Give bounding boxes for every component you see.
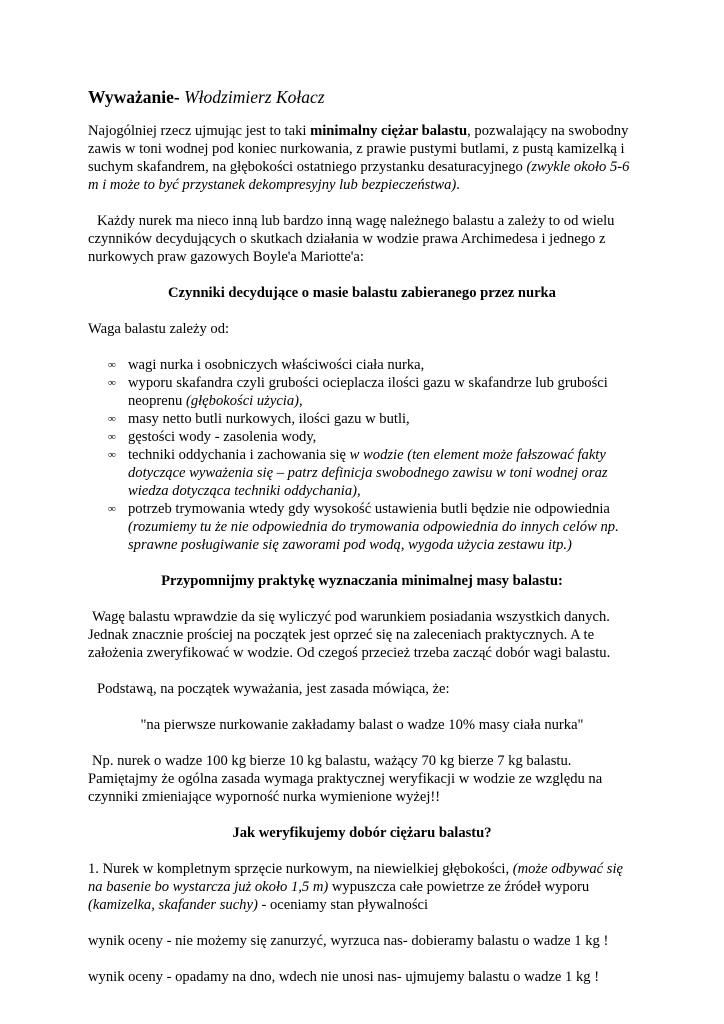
list-item-text: potrzeb trymowania wtedy gdy wysokość ustawienia butli będzie nie odpowiednia <box>128 501 610 517</box>
list-item-text: masy netto butli nurkowych, ilości gazu w butli, <box>128 411 410 427</box>
list-item-text: gęstości wody - zasolenia wody, <box>128 429 317 445</box>
paragraph-factors-intro: Każdy nurek ma nieco inną lub bardzo inną wagę należnego balastu a zależy to od wielu czynników decydujących o skutkach działania w wodzie prawa Archimedesa i jednego z nurkowych praw gazowych Boyle'a Mariotte'a: <box>88 213 615 265</box>
list-item <box>88 428 636 446</box>
result-add-ballast: wynik oceny - nie możemy się zanurzyć, wyrzuca nas- dobieramy balastu o wadze 1 kg ! <box>88 933 609 949</box>
step-italic: (może odbywać się na basenie bo wystarcza już około 1,5 m) <box>88 861 623 895</box>
title-bold: Wyważanie- <box>88 87 180 107</box>
paragraph-calculation: Wagę balastu wprawdzie da się wyliczyć pod warunkiem posiadania wszystkich danych. Jednak znacznie prościej na początek jest oprzeć się na zaleceniach praktycznych. A te założenia zweryfikować w wodzie. Od czegoś przecież trzeba zacząć dobór wagi balastu. <box>88 609 611 661</box>
rule-quote: "na pierwsze nurkowanie zakładamy balast o wadze 10% masy ciała nurka" <box>140 717 584 733</box>
list-item <box>88 446 636 500</box>
infinity-bullet-icon: ∞ <box>108 413 116 425</box>
list-item <box>88 500 636 554</box>
paragraph-example: Np. nurek o wadze 100 kg bierze 10 kg balastu, ważący 70 kg bierze 7 kg balastu. Pamiętajmy że ogólna zasada wymaga praktycznej weryfikacji w wodzie ze względu na czynniki zmieniające wyporność nurka wymienione wyżej!! <box>88 753 603 805</box>
infinity-bullet-icon: ∞ <box>108 503 116 515</box>
result-remove-ballast: wynik oceny - opadamy na dno, wdech nie unosi nas- ujmujemy balastu o wadze 1 kg ! <box>88 969 600 985</box>
infinity-bullet-icon: ∞ <box>108 431 116 443</box>
list-item-italic: (głębokości użycia) <box>185 393 300 409</box>
step-text: 1. Nurek w kompletnym sprzęcie nurkowym, na niewielkiej głębokości, <box>88 861 513 877</box>
intro-italic: (zwykle około 5-6 m i może to być przystanek dekompresyjny lub bezpieczeństwa) <box>88 159 630 193</box>
factor-list <box>88 356 636 554</box>
list-item-text: wagi nurka i osobniczych właściwości ciała nurka, <box>128 357 425 373</box>
list-item-end: , <box>356 483 361 499</box>
list-item <box>88 374 636 410</box>
infinity-bullet-icon: ∞ <box>108 449 116 461</box>
title-author: Włodzimierz Kołacz <box>184 87 325 107</box>
intro-text-2: , pozwalający na swobodny zawis w toni wodnej pod koniec nurkowania, z prawie pustymi butlami, z pustą kamizelką i suchym skafandrem, na głębokości ostatniego przystanku desaturacyjnego <box>88 123 629 175</box>
intro-paragraph <box>88 122 636 194</box>
list-item-text: techniki oddychania i zachowania się <box>128 447 350 463</box>
weight-label: Waga balastu zależy od: <box>88 321 230 337</box>
intro-bold: minimalny ciężar balastu <box>310 123 468 139</box>
list-item-end: , <box>299 393 303 409</box>
step-end: - oceniamy stan pływalności <box>257 897 429 913</box>
step-italic-2: (kamizelka, skafander suchy) <box>88 897 258 913</box>
list-item-italic: (rozumiemy tu że nie odpowiednia do trymowania odpowiednia do innych celów np. sprawne posługiwanie się zaworami pod wodą, wygoda użycia zestawu itp.) <box>128 519 619 553</box>
intro-text: Najogólniej rzecz ujmując jest to taki <box>88 123 311 139</box>
step-one <box>88 860 636 914</box>
intro-end: . <box>456 177 460 193</box>
list-item <box>88 356 636 374</box>
heading-practice: Przypomnijmy praktykę wyznaczania minimalnej masy balastu: <box>161 573 563 589</box>
heading-verification: Jak weryfikujemy dobór ciężaru balastu? <box>232 825 492 841</box>
list-item <box>88 410 636 428</box>
list-item-italic: w wodzie (ten element może fałszować fakty dotyczące wyważenia się – patrz definicja swobodnego zawisu w toni wodnej oraz wiedza dotycząca techniki oddychania) <box>128 447 608 499</box>
document-page <box>88 86 636 986</box>
infinity-bullet-icon: ∞ <box>108 359 116 371</box>
paragraph-rule-intro: Podstawą, na początek wyważania, jest zasada mówiąca, że: <box>97 681 450 697</box>
heading-factors: Czynniki decydujące o masie balastu zabieranego przez nurka <box>168 285 556 301</box>
list-item-text: wyporu skafandra czyli grubości ocieplacza ilości gazu w skafandrze lub grubości neoprenu <box>128 375 608 409</box>
document-title <box>88 86 636 108</box>
infinity-bullet-icon: ∞ <box>108 377 116 389</box>
step-text-2: wypuszcza całe powietrze ze źródeł wyporu <box>328 879 590 895</box>
